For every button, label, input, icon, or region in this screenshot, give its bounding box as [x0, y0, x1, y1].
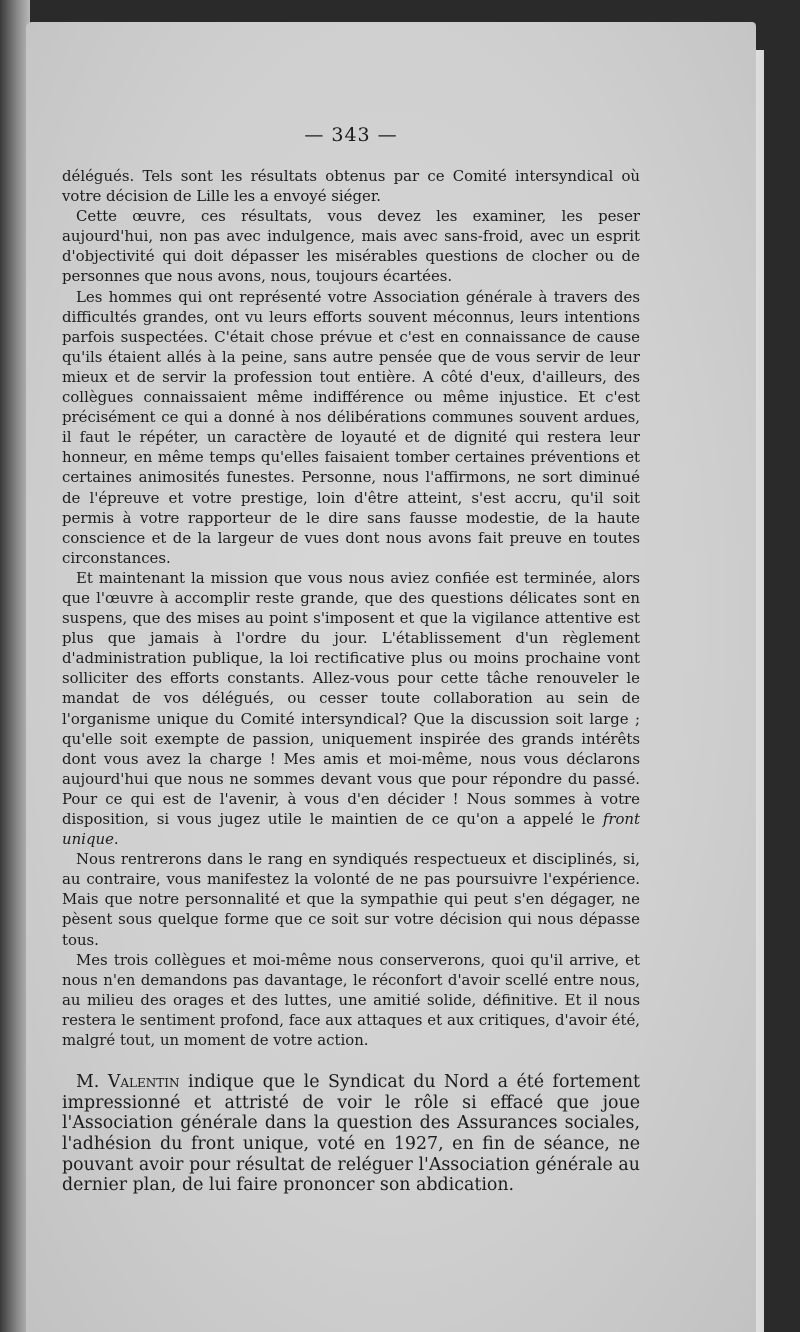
speech-text: indique que le Syndicat du Nord a été fortement impressionné et attristé de voir le rôle si effacé que joue l'Association générale dans la question des Assurances sociales, l'adhésion du front unique, voté en 1927, en fin de séance, ne pouvant avoir pour résultat de reléguer l'Association générale au dernier plan, de lui faire prononcer son abdication.: [62, 1072, 641, 1196]
paragraph-4-text: Et maintenant la mission que vous nous aviez confiée est terminée, alors que l'œuvre à accomplir reste grande, que des questions délicates sont en suspens, que des mises au point s'imposent et que la vigilance attentive est plus que jamais à l'ordre du jour. L'établissement d'un règlement d'administration publique, la loi rectificative plus ou moins prochaine vont solliciter des efforts constants. Allez-vous pour cette tâche renouveler le mandat de vos délégués, ou cesser toute collaboration au sein de l'organisme unique du Comité intersyndical? Que la discussion soit large ; qu'elle soit exempte de passion, uniquement inspirée des grands intérêts dont vous avez la charge ! Mes amis et moi-même, nous vous déclarons aujourd'hui que nous ne sommes devant vous que pour répondre du passé. Pour ce qui est de l'avenir, à vous d'en décider ! Nous sommes à votre disposition, si vous jugez utile le maintien de ce qu'on a appelé le: [62, 568, 640, 828]
paragraph-1: délégués. Tels sont les résultats obtenus par ce Comité intersyndical où votre décision de Lille les a envoyé siéger.: [62, 167, 640, 206]
page-number: — 343 —: [304, 124, 398, 146]
paragraph-4: [62, 568, 640, 849]
paragraph-5: Nous rentrerons dans le rang en syndiqués respectueux et disciplinés, si, au contraire, vous manifestez la volonté de ne pas poursuivre l'expérience. Mais que notre personnalité et que la sympathie qui peut s'en dégager, ne pèsent sous quelque forme que ce soit sur votre décision qui nous dépasse tous.: [62, 850, 640, 949]
paragraph-2: Cette œuvre, ces résultats, vous devez les examiner, les peser aujourd'hui, non pas avec indulgence, mais avec sans-froid, avec un esprit d'objectivité qui doit dépasser les misérables questions de clocher ou de personnes que nous avons, nous, toujours écartées.: [62, 207, 640, 286]
front-unique-italic: front unique: [62, 810, 640, 849]
paragraph-3: Les hommes qui ont représenté votre Association générale à travers des difficultés grandes, ont vu leurs efforts souvent méconnus, leurs intentions parfois suspectées. C'était chose prévue et c'est en connaissance de cause qu'ils étaient allés à la peine, sans autre pensée que de vous servir de leur mieux et de servir la profession tout entière. A côté d'eux, d'ailleurs, des collègues connaissaient même indifférence ou même injustice. Et c'est précisément ce qui a donné à nos délibérations communes souvent ardues, il faut le répéter, un caractère de loyauté et de dignité qui restera leur honneur, en même temps qu'elles faisaient tomber certaines préventions et certaines animosités funestes. Personne, nous l'affirmons, ne sort diminué de l'épreuve et votre prestige, loin d'être atteint, s'est accru, qu'il soit permis à votre rapporteur de le dire sans fausse modestie, de la haute conscience et de la largeur de vues dont nous avons fait preuve en toutes circonstances.: [62, 287, 640, 567]
paragraph-6: Mes trois collègues et moi-même nous conserverons, quoi qu'il arrive, et nous n'en demandons pas davantage, le réconfort d'avoir scellé entre nous, au milieu des orages et des luttes, une amitié solide, définitive. Et il nous restera le sentiment profond, face aux attaques et aux critiques, d'avoir été, malgré tout, un moment de votre action.: [62, 950, 640, 1050]
speech-title: M.: [76, 1072, 100, 1093]
speaker-name: Valentin: [107, 1072, 180, 1093]
page-text: [62, 124, 640, 1196]
speech-paragraph: [62, 1072, 640, 1196]
paragraph-4-end: .: [113, 830, 119, 849]
